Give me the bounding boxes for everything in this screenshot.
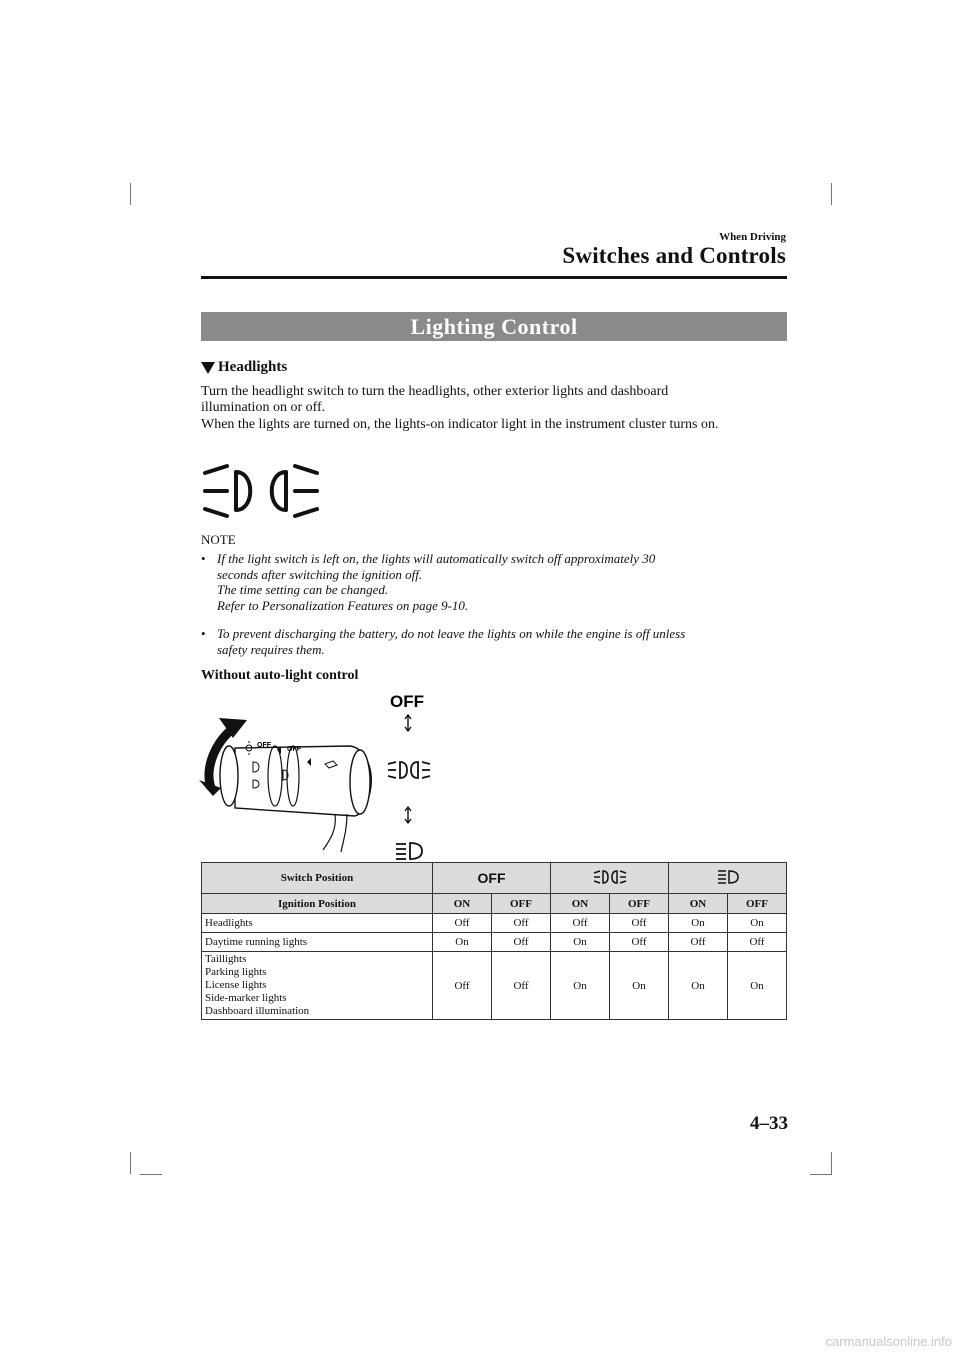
table-cell: Off bbox=[610, 933, 669, 952]
crop-mark bbox=[810, 1174, 832, 1175]
headlight-icon bbox=[396, 843, 422, 859]
table-cell: Off bbox=[669, 933, 728, 952]
crop-mark bbox=[140, 1174, 162, 1175]
watermark: carmanualsonline.info bbox=[825, 1334, 952, 1349]
row-label-line: Side-marker lights bbox=[205, 992, 287, 1004]
table-cell: On bbox=[433, 933, 492, 952]
note-item bbox=[201, 626, 791, 657]
switch-position-off bbox=[433, 863, 551, 894]
header-rule bbox=[201, 276, 787, 279]
table-cell: OFF bbox=[492, 894, 551, 914]
bullet: • bbox=[201, 551, 206, 566]
ignition-position-header: Ignition Position bbox=[202, 894, 433, 914]
row-label bbox=[202, 952, 433, 1020]
table-cell: Off bbox=[551, 914, 610, 933]
page-title: Switches and Controls bbox=[562, 243, 786, 268]
subheading-text: Headlights bbox=[218, 359, 288, 375]
table-cell: ON bbox=[433, 894, 492, 914]
table-cell: On bbox=[728, 952, 787, 1020]
table-cell: Off bbox=[492, 952, 551, 1020]
note-line: seconds after switching the ignition off. bbox=[217, 566, 423, 582]
table-cell: ON bbox=[551, 894, 610, 914]
switch-position-header: Switch Position bbox=[202, 863, 433, 894]
table-cell: On bbox=[669, 952, 728, 1020]
table-row bbox=[202, 933, 787, 952]
note-line: Refer to Personalization Features on page 9-10. bbox=[217, 597, 469, 613]
table-cell: On bbox=[728, 914, 787, 933]
stalk-off-label: OFF bbox=[287, 746, 301, 753]
note-label: NOTE bbox=[201, 532, 236, 547]
row-label-line: License lights bbox=[205, 979, 267, 991]
crop-mark bbox=[831, 183, 832, 205]
section-banner: Lighting Control bbox=[201, 312, 787, 341]
lights-on-indicator-icon bbox=[203, 463, 323, 519]
double-arrow-icon bbox=[405, 807, 411, 823]
table-row bbox=[202, 952, 787, 1020]
section-name: When Driving bbox=[719, 231, 786, 243]
position-lights-icon bbox=[593, 870, 627, 884]
row-label-line: Parking lights bbox=[205, 966, 267, 978]
off-position-label: OFF bbox=[390, 692, 424, 711]
position-lights-icon bbox=[388, 762, 430, 778]
row-label-line: Dashboard illumination bbox=[205, 1005, 310, 1017]
row-label-line: Taillights bbox=[205, 953, 247, 965]
switch-position-headlight bbox=[669, 863, 787, 894]
table-row bbox=[202, 914, 787, 933]
table-cell: Off bbox=[433, 914, 492, 933]
table-cell: Off bbox=[610, 914, 669, 933]
headlight-switch-figure bbox=[195, 690, 465, 862]
subheading bbox=[201, 359, 287, 376]
intro-line: Turn the headlight switch to turn the headlights, other exterior lights and dashboard bbox=[201, 384, 669, 399]
stalk-off-label: OFF bbox=[257, 742, 271, 749]
switch-position-parking bbox=[551, 863, 669, 894]
row-label: Daytime running lights bbox=[202, 933, 433, 952]
table-row bbox=[202, 863, 787, 894]
note-line: safety requires them. bbox=[217, 641, 325, 657]
bullet: • bbox=[201, 626, 206, 641]
table-cell: Off bbox=[433, 952, 492, 1020]
intro-line: When the lights are turned on, the lights-on indicator light in the instrument cluster turns on. bbox=[201, 417, 719, 432]
row-label: Headlights bbox=[202, 914, 433, 933]
table-cell: Off bbox=[492, 914, 551, 933]
note-line: If the light switch is left on, the lights will automatically switch off approximately 30 bbox=[217, 551, 656, 566]
table-cell: Off bbox=[728, 933, 787, 952]
table-cell: On bbox=[610, 952, 669, 1020]
crop-mark bbox=[831, 1152, 832, 1174]
figure-caption: Without auto-light control bbox=[201, 668, 359, 683]
lighting-table bbox=[201, 862, 787, 1020]
table-cell: On bbox=[551, 952, 610, 1020]
crop-mark bbox=[130, 183, 131, 205]
double-arrow-icon bbox=[405, 715, 411, 731]
table-cell: On bbox=[669, 914, 728, 933]
note-item bbox=[201, 551, 791, 613]
note-line: The time setting can be changed. bbox=[217, 582, 389, 597]
table-row bbox=[202, 894, 787, 914]
page-number: 4–33 bbox=[750, 1113, 788, 1134]
note-line: To prevent discharging the battery, do not leave the lights on while the engine is off unless bbox=[217, 626, 686, 641]
headlight-icon bbox=[717, 870, 739, 884]
headlight-stalk bbox=[220, 741, 371, 852]
table-cell: Off bbox=[492, 933, 551, 952]
table-cell: OFF bbox=[610, 894, 669, 914]
triangle-marker-icon bbox=[201, 362, 215, 374]
table-cell: ON bbox=[669, 894, 728, 914]
switch-off-label: OFF bbox=[477, 870, 506, 886]
table-cell: OFF bbox=[728, 894, 787, 914]
crop-mark bbox=[130, 1152, 131, 1174]
table-cell: On bbox=[551, 933, 610, 952]
intro-line: illumination on or off. bbox=[201, 400, 326, 415]
